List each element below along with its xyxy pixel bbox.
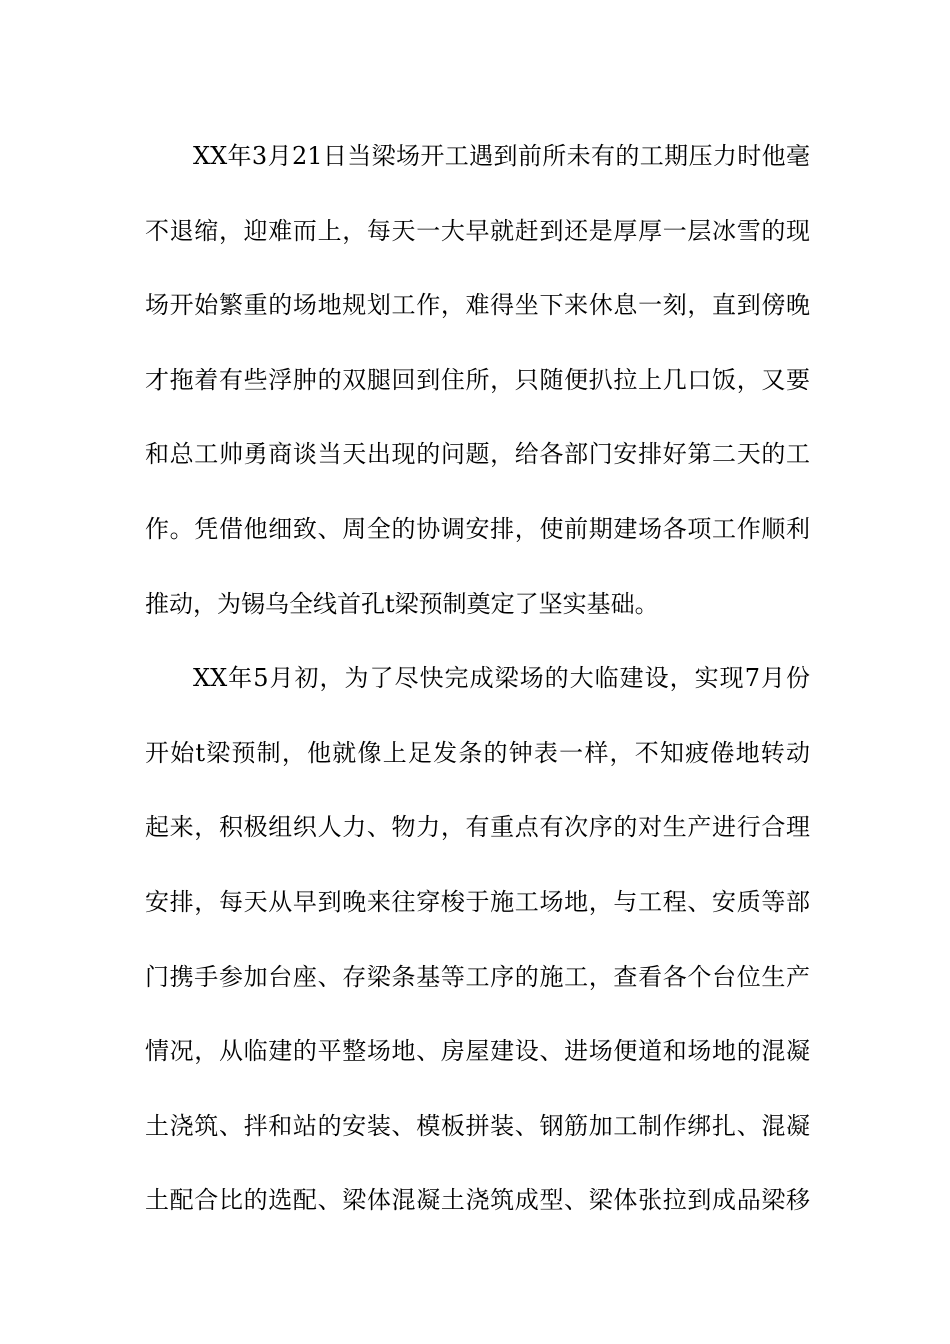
- paragraph-line: 场开始繁重的场地规划工作，难得坐下来休息一刻，直到傍晚: [145, 291, 810, 320]
- paragraph-line: 土配合比的选配、梁体混凝土浇筑成型、梁体张拉到成品梁移: [145, 1186, 810, 1215]
- paragraph-line: 才拖着有些浮肿的双腿回到住所，只随便扒拉上几口饭，又要: [145, 365, 810, 394]
- paragraph-line: XX年3月21日当梁场开工遇到前所未有的工期压力时他毫: [193, 142, 810, 170]
- paragraph-line: 推动，为锡乌全线首孔t梁预制奠定了坚实基础。: [145, 589, 659, 618]
- paragraph-line: 门携手参加台座、存梁条基等工序的施工，查看各个台位生产: [145, 962, 810, 991]
- paragraph-2: [145, 654, 810, 1224]
- paragraph-line: 起来，积极组织人力、物力，有重点有次序的对生产进行合理: [145, 813, 810, 842]
- paragraph-line: 情况，从临建的平整场地、房屋建设、进场便道和场地的混凝: [145, 1037, 810, 1066]
- paragraph-line: 和总工帅勇商谈当天出现的问题，给各部门安排好第二天的工: [145, 440, 810, 469]
- paragraph-line: XX年5月初，为了尽快完成梁场的大临建设，实现7月份: [193, 664, 810, 693]
- paragraph-1: [145, 132, 810, 628]
- paragraph-line: 安排，每天从早到晚来往穿梭于施工场地，与工程、安质等部: [145, 887, 810, 916]
- paragraph-line: 开始t梁预制，他就像上足发条的钟表一样，不知疲倦地转动: [145, 738, 810, 767]
- paragraph-line: 土浇筑、拌和站的安装、模板拼装、钢筋加工制作绑扎、混凝: [145, 1111, 810, 1140]
- paragraph-line: 不退缩，迎难而上，每天一大早就赶到还是厚厚一层冰雪的现: [145, 216, 810, 245]
- document-body: [145, 132, 810, 1251]
- paragraph-line: 作。凭借他细致、周全的协调安排，使前期建场各项工作顺利: [145, 514, 810, 543]
